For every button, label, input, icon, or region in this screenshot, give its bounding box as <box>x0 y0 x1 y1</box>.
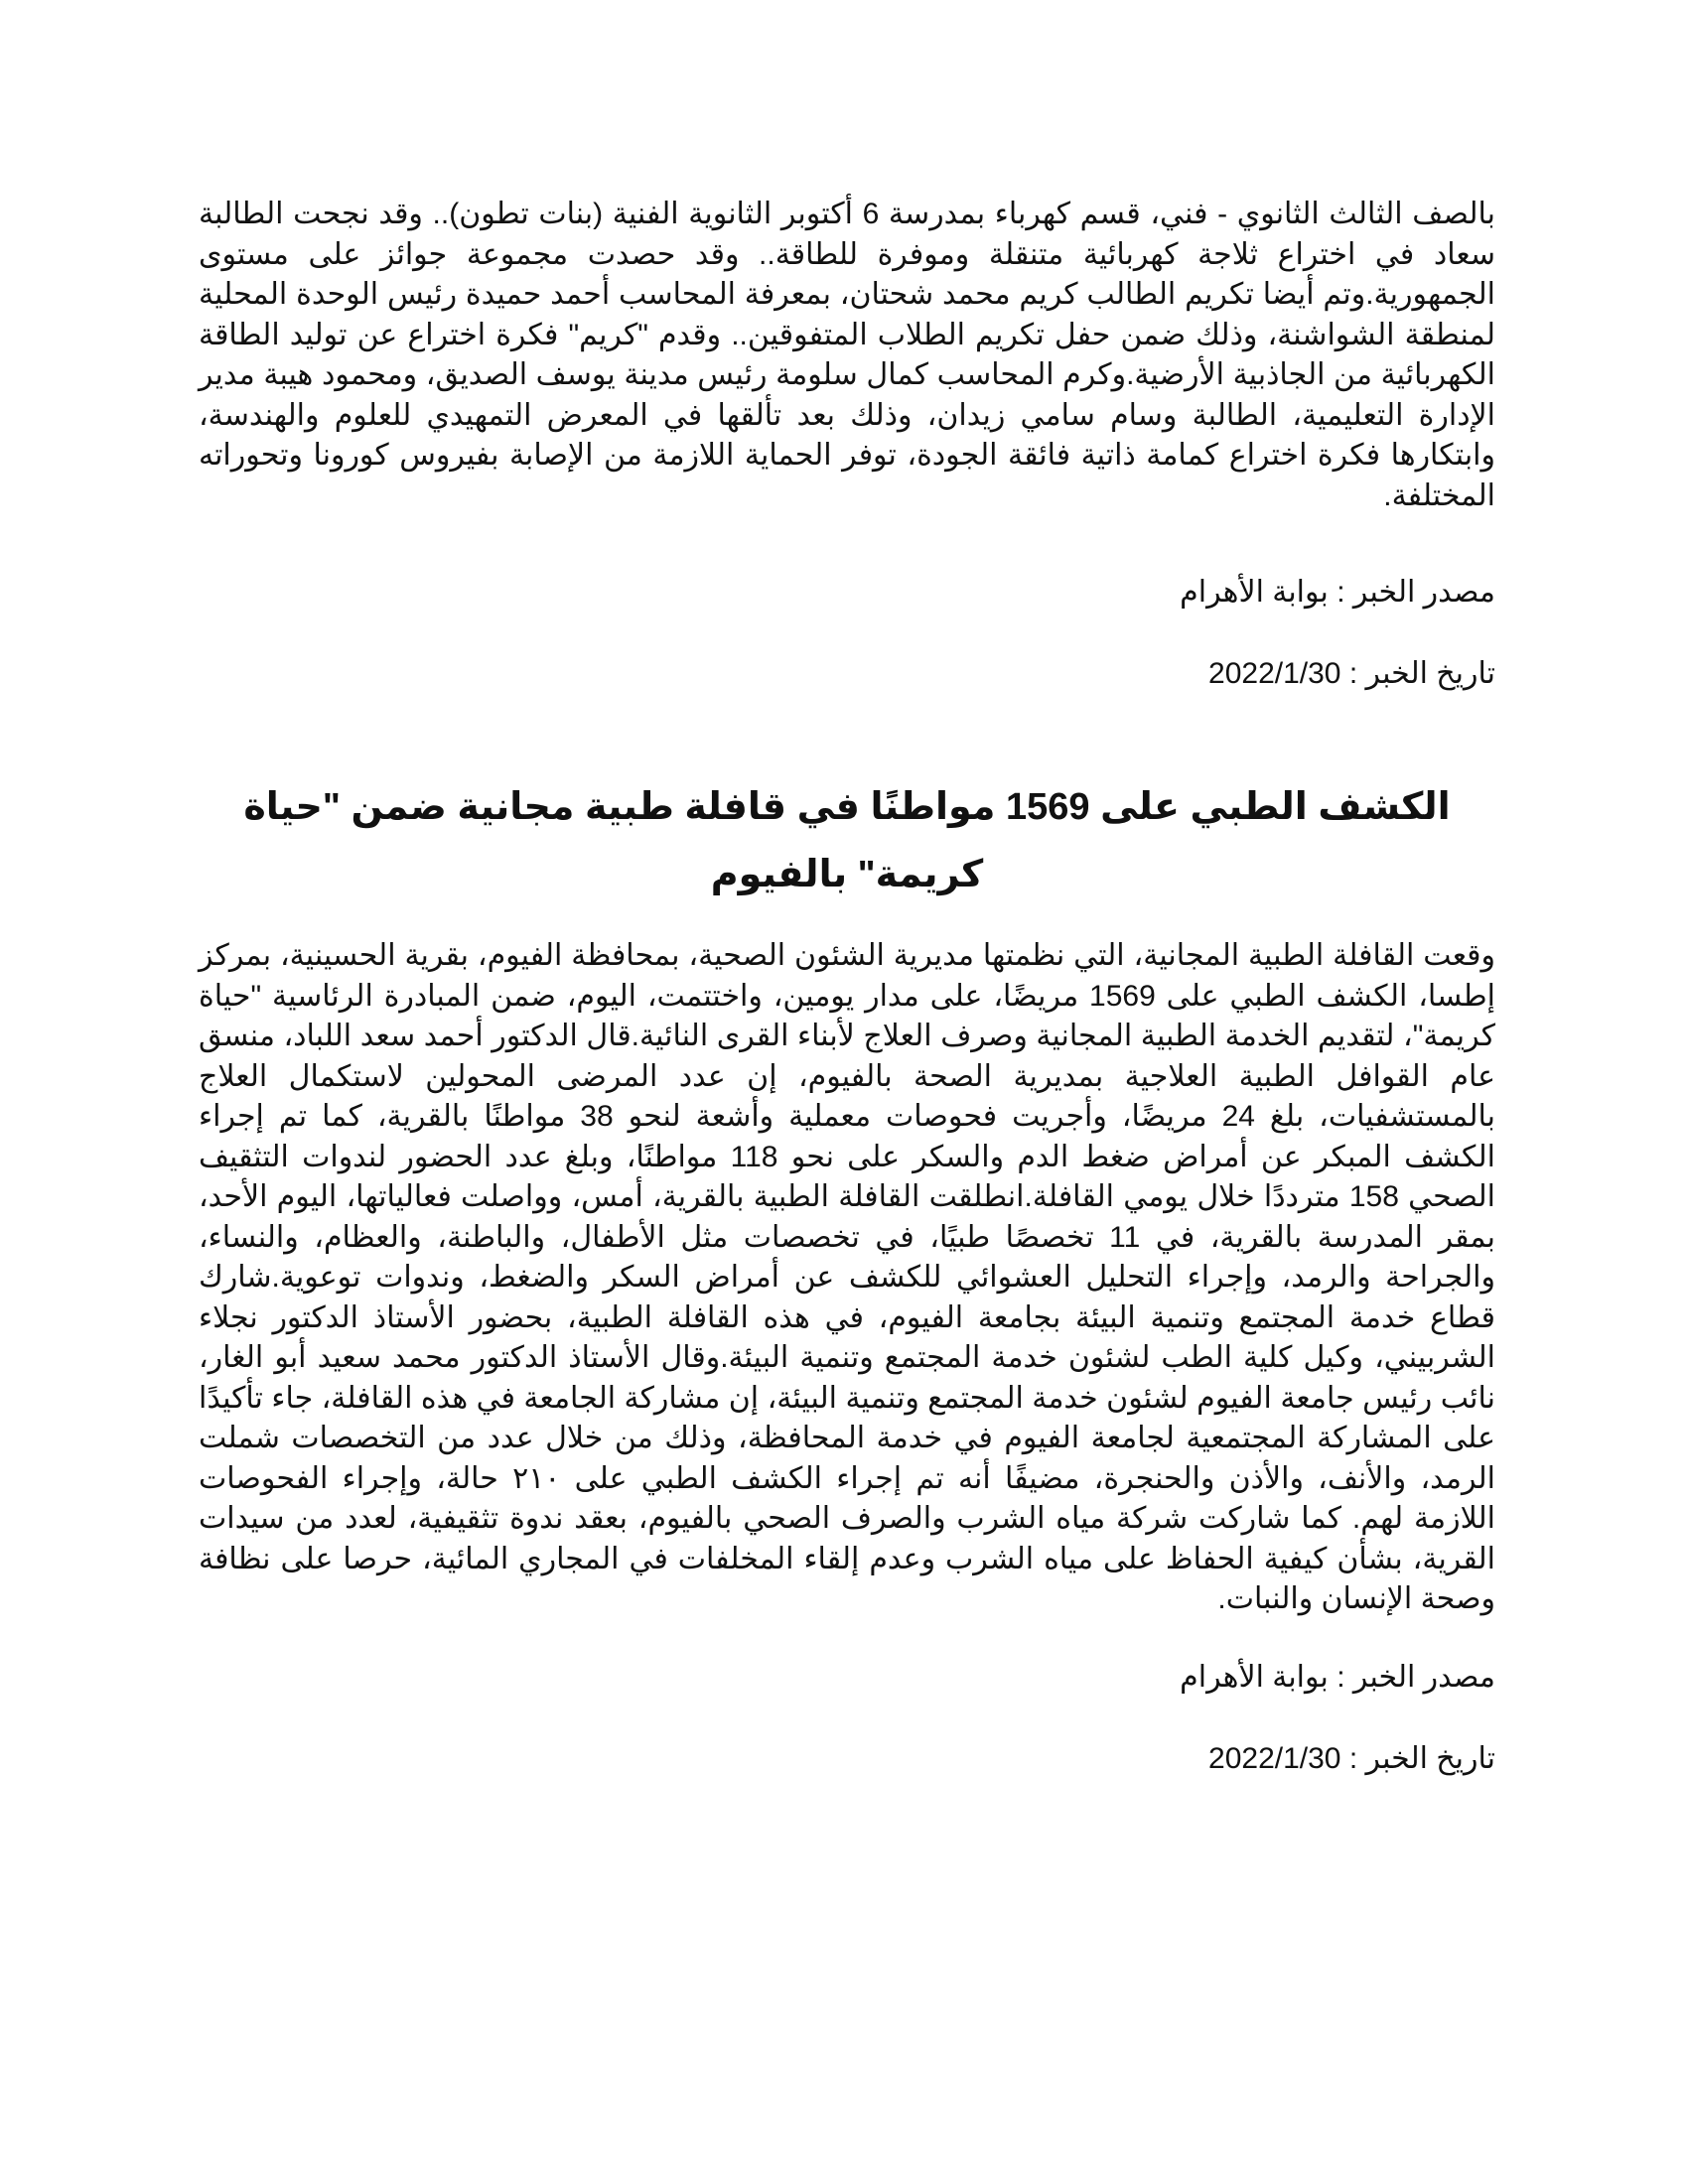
separator: : <box>1348 657 1358 690</box>
separator: : <box>1336 1660 1345 1694</box>
article-2-source-line <box>199 1658 1495 1698</box>
separator: : <box>1336 576 1345 609</box>
source-label: مصدر الخبر <box>1352 1660 1495 1694</box>
date-value: 2022/1/30 <box>1208 657 1341 690</box>
article-2-body: وقعت القافلة الطبية المجانية، التي نظمتها مديرية الشئون الصحية، بمحافظة الفيوم، بقرية الحسينية، بمركز إطسا، الكشف الطبي على 1569 مريضًا، على مدار يومين، واختتمت، اليوم، ضمن المبادرة الرئاسية "حياة كريمة"، لتقديم الخدمة الطبية المجانية وصرف العلاج لأبناء القرى النائية.قال الدكتور أحمد سعد اللباد، منسق عام القوافل الطبية العلاجية بمديرية الصحة بالفيوم، إن عدد المرضى المحولين لاستكمال العلاج بالمستشفيات، بلغ 24 مريضًا، وأجريت فحوصات معملية وأشعة لنحو 38 مواطنًا بالقرية، كما تم إجراء الكشف المبكر عن أمراض ضغط الدم والسكر على نحو 118 مواطنًا، وبلغ عدد الحضور لندوات التثقيف الصحي 158 مترددًا خلال يومي القافلة.انطلقت القافلة الطبية بالقرية، أمس، وواصلت فعالياتها، اليوم الأحد، بمقر المدرسة بالقرية، في 11 تخصصًا طبيًا، في تخصصات مثل الأطفال، والباطنة، والعظام، والنساء، والجراحة والرمد، وإجراء التحليل العشوائي للكشف عن أمراض السكر والضغط، وندوات توعوية.شارك قطاع خدمة المجتمع وتنمية البيئة بجامعة الفيوم، في هذه القافلة الطبية، بحضور الأستاذ الدكتور نجلاء الشربيني، وكيل كلية الطب لشئون خدمة المجتمع وتنمية البيئة.وقال الأستاذ الدكتور محمد سعيد أبو الغار، نائب رئيس جامعة الفيوم لشئون خدمة المجتمع وتنمية البيئة، إن مشاركة الجامعة في هذه القافلة، جاء تأكيدًا على المشاركة المجتمعية لجامعة الفيوم في خدمة المحافظة، وذلك من خلال عدد من التخصصات شملت الرمد، والأنف، والأذن والحنجرة، مضيفًا أنه تم إجراء الكشف الطبي على ٢١٠ حالة، وإجراء الفحوصات اللازمة لهم. كما شاركت شركة مياه الشرب والصرف الصحي بالفيوم، بعقد ندوة تثقيفية، لعدد من سيدات القرية، بشأن كيفية الحفاظ على مياه الشرب وعدم إلقاء المخلفات في المجاري المائية، حرصا على نظافة وصحة الإنسان والنبات. <box>199 939 1496 1615</box>
date-value: 2022/1/30 <box>1208 1741 1341 1775</box>
source-label: مصدر الخبر <box>1352 576 1495 609</box>
source-value: بوابة الأهرام <box>1180 576 1329 609</box>
article-2-headline: الكشف الطبي على 1569 مواطنًا في قافلة طبية مجانية ضمن "حياة كريمة" بالفيوم <box>243 786 1451 895</box>
article-1-source-line <box>199 573 1495 613</box>
source-value: بوابة الأهرام <box>1180 1660 1329 1694</box>
separator: : <box>1348 1741 1358 1775</box>
article-2-date-line <box>199 1739 1495 1779</box>
date-label: تاريخ الخبر <box>1365 657 1495 690</box>
article-1-date-line <box>199 654 1495 694</box>
document-page <box>199 195 1495 1779</box>
date-label: تاريخ الخبر <box>1365 1741 1495 1775</box>
article-1-body: بالصف الثالث الثانوي - فني، قسم كهرباء بمدرسة 6 أكتوبر الثانوية الفنية (بنات تطون).. وقد نجحت الطالبة سعاد في اختراع ثلاجة كهربائية متنقلة وموفرة للطاقة.. وقد حصدت مجموعة جوائز على مستوى الجمهورية.وتم أيضا تكريم الطالب كريم محمد شحتان، بمعرفة المحاسب أحمد حميدة رئيس الوحدة المحلية لمنطقة الشواشنة، وذلك ضمن حفل تكريم الطلاب المتفوقين.. وقدم "كريم" فكرة اختراع عن توليد الطاقة الكهربائية من الجاذبية الأرضية.وكرم المحاسب كمال سلومة رئيس مدينة يوسف الصديق، ومحمود هيبة مدير الإدارة التعليمية، الطالبة وسام سامي زيدان، وذلك بعد تألقها في المعرض التمهيدي للعلوم والهندسة، وابتكارها فكرة اختراع كمامة ذاتية فائقة الجودة، توفر الحماية اللازمة من الإصابة بفيروس كورونا وتحوراته المختلفة. <box>199 198 1495 512</box>
